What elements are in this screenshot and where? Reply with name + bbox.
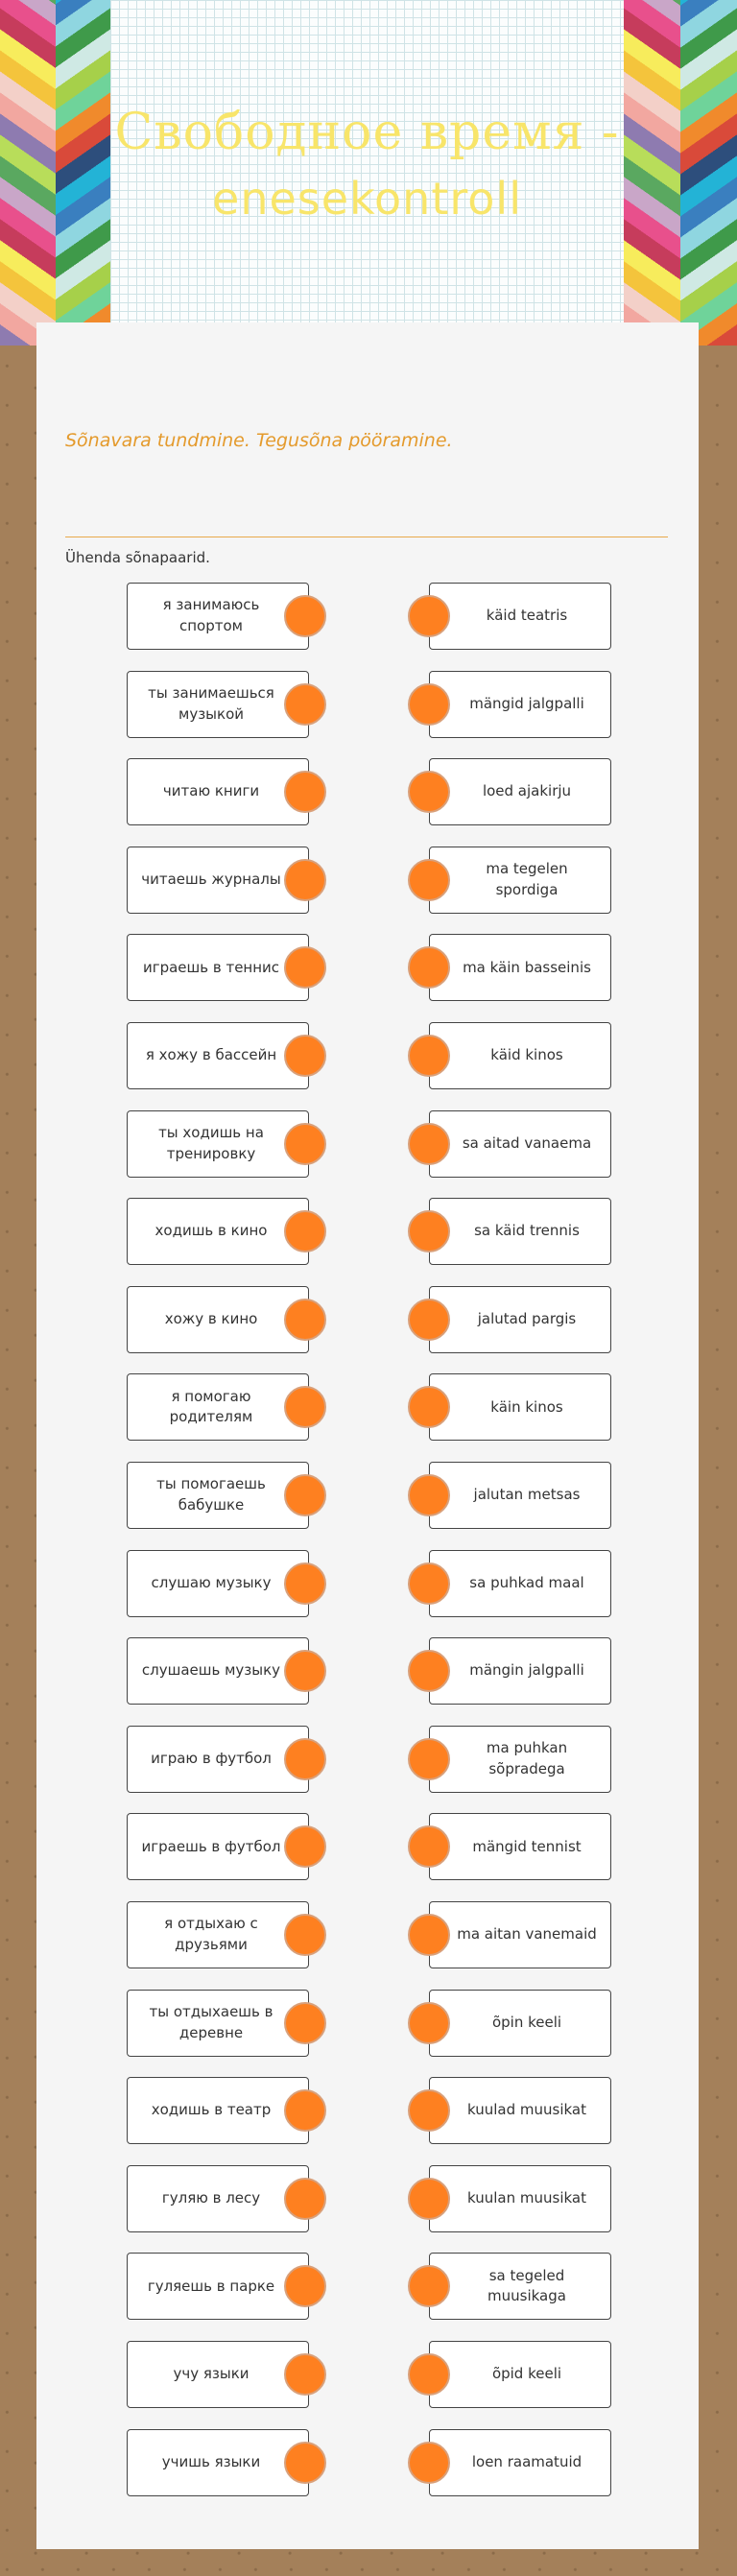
right-connector-dot[interactable] <box>408 683 450 726</box>
match-row <box>36 1022 699 1110</box>
match-row <box>36 934 699 1022</box>
right-term-box[interactable] <box>429 758 611 825</box>
left-term-label: я занимаюсь спортом <box>162 596 260 634</box>
left-term-label: читаю книги <box>162 782 260 800</box>
match-row <box>36 758 699 847</box>
left-term-label: гуляешь в парке <box>147 2277 275 2295</box>
right-connector-dot[interactable] <box>408 1035 450 1077</box>
left-term-label: играешь в теннис <box>142 958 280 976</box>
right-term-box[interactable] <box>429 2341 611 2408</box>
match-row <box>36 2165 699 2254</box>
left-connector-dot[interactable] <box>284 1825 326 1868</box>
match-row <box>36 671 699 759</box>
match-row <box>36 2077 699 2165</box>
left-term-box[interactable] <box>127 2341 309 2408</box>
right-term-label: ma käin basseinis <box>463 958 591 976</box>
left-term-label: учишь языки <box>161 2452 261 2470</box>
right-term-box[interactable] <box>429 1726 611 1793</box>
chevron-pattern-left <box>0 0 110 346</box>
right-term-label: sa käid trennis <box>474 1222 580 1240</box>
chevron-pattern-right <box>624 0 737 346</box>
right-term-label: mängid jalgpalli <box>469 694 584 712</box>
right-term-label: sa puhkad maal <box>469 1573 584 1591</box>
right-term-box[interactable] <box>429 583 611 650</box>
match-row <box>36 1637 699 1726</box>
left-term-label: ходишь в театр <box>151 2101 272 2119</box>
exercise-card <box>36 322 699 2549</box>
match-row <box>36 2429 699 2517</box>
left-term-box[interactable] <box>127 1373 309 1441</box>
right-term-label: sa tegeled muusikaga <box>487 2266 566 2305</box>
right-term-label: õpid keeli <box>491 2365 562 2383</box>
right-term-label: kuulan muusikat <box>467 2188 586 2206</box>
right-term-box[interactable] <box>429 1022 611 1089</box>
left-connector-dot[interactable] <box>284 1123 326 1165</box>
left-term-box[interactable] <box>127 847 309 914</box>
match-row <box>36 1373 699 1462</box>
match-row <box>36 2253 699 2341</box>
match-row <box>36 583 699 671</box>
left-term-box[interactable] <box>127 2253 309 2320</box>
right-connector-dot[interactable] <box>408 2178 450 2220</box>
left-term-label: ходишь в кино <box>155 1222 268 1240</box>
right-term-box[interactable] <box>429 1550 611 1617</box>
right-connector-dot[interactable] <box>408 2353 450 2396</box>
right-connector-dot[interactable] <box>408 2002 450 2044</box>
left-term-label: ты отдыхаешь в деревне <box>149 2002 273 2041</box>
match-row <box>36 1110 699 1199</box>
right-term-label: mängin jalgpalli <box>469 1661 584 1680</box>
left-connector-dot[interactable] <box>284 1386 326 1428</box>
right-term-box[interactable] <box>429 2077 611 2144</box>
right-term-label: käid teatris <box>486 607 568 625</box>
right-term-box[interactable] <box>429 1990 611 2057</box>
right-term-box[interactable] <box>429 1462 611 1529</box>
left-term-box[interactable] <box>127 1110 309 1178</box>
section-subtitle: Sõnavara tundmine. Tegusõna pööramine. <box>65 430 453 451</box>
left-term-box[interactable] <box>127 2077 309 2144</box>
right-connector-dot[interactable] <box>408 1650 450 1692</box>
right-term-label: loed ajakirju <box>482 782 572 800</box>
right-connector-dot[interactable] <box>408 771 450 813</box>
right-term-box[interactable] <box>429 671 611 738</box>
page-title-subline: enesekontroll <box>212 173 522 225</box>
right-connector-dot[interactable] <box>408 595 450 637</box>
left-connector-dot[interactable] <box>284 2178 326 2220</box>
left-connector-dot[interactable] <box>284 771 326 813</box>
right-connector-dot[interactable] <box>408 1299 450 1341</box>
right-term-label: ma aitan vanemaid <box>457 1925 597 1944</box>
left-term-label: я помогаю родителям <box>169 1387 253 1426</box>
left-connector-dot[interactable] <box>284 1914 326 1956</box>
right-connector-dot[interactable] <box>408 1562 450 1605</box>
page-title: Свободное время - <box>114 104 620 161</box>
right-term-label: sa aitad vanaema <box>462 1133 592 1152</box>
right-term-box[interactable] <box>429 2253 611 2320</box>
right-term-box[interactable] <box>429 1110 611 1178</box>
right-term-box[interactable] <box>429 847 611 914</box>
match-row <box>36 1550 699 1638</box>
left-term-label: ты ходишь на тренировку <box>158 1123 264 1162</box>
right-term-label: loen raamatuid <box>471 2452 582 2470</box>
left-term-label: учу языки <box>173 2365 250 2383</box>
left-term-box[interactable] <box>127 1286 309 1353</box>
left-term-label: читаешь журналы <box>141 870 281 888</box>
left-term-label: играю в футбол <box>151 1749 272 1767</box>
left-connector-dot[interactable] <box>284 1299 326 1341</box>
right-connector-dot[interactable] <box>408 2089 450 2132</box>
left-connector-dot[interactable] <box>284 1210 326 1252</box>
left-connector-dot[interactable] <box>284 2002 326 2044</box>
left-term-box[interactable] <box>127 671 309 738</box>
left-term-box[interactable] <box>127 1813 309 1880</box>
left-term-label: я отдыхаю с друзьями <box>164 1915 258 1953</box>
left-connector-dot[interactable] <box>284 2442 326 2484</box>
left-term-label: ты помогаешь бабушке <box>156 1475 266 1514</box>
left-term-box[interactable] <box>127 1726 309 1793</box>
left-term-label: ты занимаешься музыкой <box>148 683 274 723</box>
left-connector-dot[interactable] <box>284 595 326 637</box>
right-term-label: jalutan metsas <box>473 1486 581 1504</box>
left-connector-dot[interactable] <box>284 859 326 901</box>
match-row <box>36 1198 699 1286</box>
right-connector-dot[interactable] <box>408 2442 450 2484</box>
left-connector-dot[interactable] <box>284 1035 326 1077</box>
right-term-label: kuulad muusikat <box>467 2101 586 2119</box>
left-term-label: я хожу в бассейн <box>145 1046 277 1064</box>
left-term-label: слушаю музыку <box>151 1573 272 1591</box>
right-term-box[interactable] <box>429 1813 611 1880</box>
right-connector-dot[interactable] <box>408 1123 450 1165</box>
right-connector-dot[interactable] <box>408 1474 450 1516</box>
header-banner <box>0 0 737 346</box>
right-term-box[interactable] <box>429 2429 611 2496</box>
right-connector-dot[interactable] <box>408 1210 450 1252</box>
right-term-label: mängid tennist <box>472 1837 582 1855</box>
right-term-box[interactable] <box>429 2165 611 2232</box>
left-term-box[interactable] <box>127 1990 309 2057</box>
match-row <box>36 1901 699 1990</box>
left-term-box[interactable] <box>127 934 309 1001</box>
left-connector-dot[interactable] <box>284 2089 326 2132</box>
left-term-box[interactable] <box>127 583 309 650</box>
left-term-label: гуляю в лесу <box>161 2188 261 2206</box>
right-term-box[interactable] <box>429 1198 611 1265</box>
right-term-box[interactable] <box>429 1901 611 1968</box>
left-term-box[interactable] <box>127 758 309 825</box>
left-connector-dot[interactable] <box>284 2353 326 2396</box>
right-term-box[interactable] <box>429 934 611 1001</box>
left-term-box[interactable] <box>127 1550 309 1617</box>
match-row <box>36 1990 699 2078</box>
match-row <box>36 1813 699 1901</box>
right-term-label: jalutad pargis <box>477 1309 577 1327</box>
right-term-box[interactable] <box>429 1373 611 1441</box>
left-connector-dot[interactable] <box>284 1562 326 1605</box>
match-row <box>36 2341 699 2429</box>
right-connector-dot[interactable] <box>408 1738 450 1780</box>
left-term-box[interactable] <box>127 2429 309 2496</box>
left-term-box[interactable] <box>127 1022 309 1089</box>
right-term-label: käin kinos <box>490 1397 563 1416</box>
left-connector-dot[interactable] <box>284 683 326 726</box>
left-term-box[interactable] <box>127 1462 309 1529</box>
right-term-label: õpin keeli <box>491 2013 562 2031</box>
left-connector-dot[interactable] <box>284 1474 326 1516</box>
right-connector-dot[interactable] <box>408 1914 450 1956</box>
match-row <box>36 847 699 935</box>
left-connector-dot[interactable] <box>284 946 326 989</box>
instruction-text: Ühenda sõnapaarid. <box>65 549 210 566</box>
left-term-box[interactable] <box>127 1901 309 1968</box>
right-term-label: ma puhkan sõpradega <box>486 1739 568 1777</box>
right-connector-dot[interactable] <box>408 859 450 901</box>
left-term-label: слушаешь музыку <box>141 1661 281 1680</box>
left-connector-dot[interactable] <box>284 1650 326 1692</box>
left-term-box[interactable] <box>127 2165 309 2232</box>
match-row <box>36 1462 699 1550</box>
match-row <box>36 1286 699 1374</box>
right-term-box[interactable] <box>429 1637 611 1705</box>
left-connector-dot[interactable] <box>284 2265 326 2307</box>
left-connector-dot[interactable] <box>284 1738 326 1780</box>
left-term-box[interactable] <box>127 1637 309 1705</box>
right-term-label: ma tegelen spordiga <box>486 860 568 898</box>
left-term-label: играешь в футбол <box>141 1837 281 1855</box>
left-term-box[interactable] <box>127 1198 309 1265</box>
right-term-box[interactable] <box>429 1286 611 1353</box>
left-term-label: хожу в кино <box>164 1309 258 1327</box>
right-term-label: käid kinos <box>490 1046 563 1064</box>
match-row <box>36 1726 699 1814</box>
